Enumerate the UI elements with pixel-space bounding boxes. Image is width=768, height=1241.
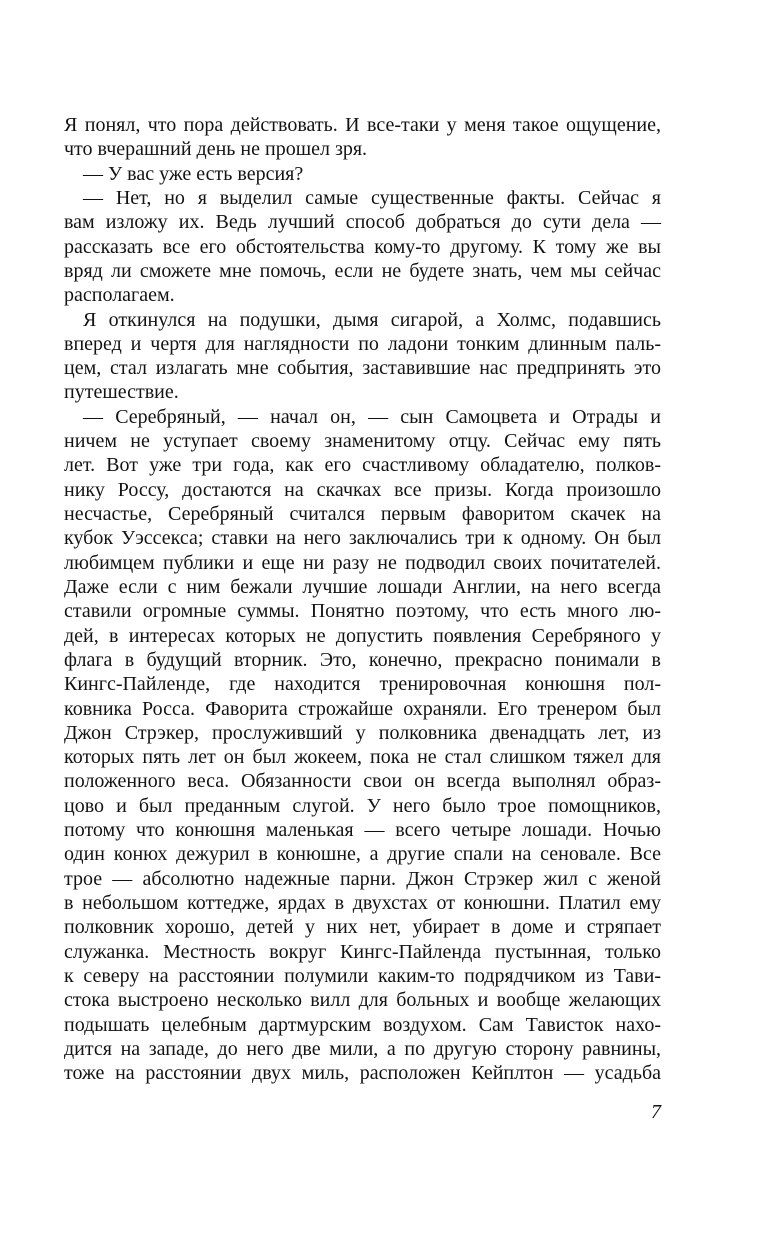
text-line: путешествие. [64,381,179,404]
text-line: полковник хорошо, детей у них нет, убирает в доме и стряпает [64,916,661,939]
text-line: лет. Вот уже три года, как его счастливому обладателю, полков- [64,454,661,477]
text-line: Кингс-Пайленде, где находится тренировочная конюшня пол- [64,673,661,696]
paragraph [64,113,661,162]
text-line: дей, в интересах которых не допустить появления Серебряного у [64,624,661,647]
text-line: служанка. Местность вокруг Кингс-Пайленда пустынная, только [64,940,661,963]
text-line: вперед и чертя для наглядности по ладони тонким длинным паль- [64,332,661,355]
text-line: кубок Уэссекса; ставки на него заключались три к одному. Он был [64,527,661,550]
text-line: нику Россу, достаются на скачках все призы. Когда произошло [64,478,661,501]
text-line: несчастье, Серебряный считался первым фаворитом скачек на [64,503,661,525]
text-line: располагаем. [64,284,175,307]
text-line: в небольшом коттедже, ярдах в двухстах от конюшни. Платил ему [64,892,661,914]
text-line: любимцем публики и еще ни разу не подводил своих почитателей. [64,551,661,574]
text-line: тоже на расстоянии двух миль, расположен Кейплтон — усадьба [64,1062,661,1085]
text-line: Джон Стрэкер, прослуживший у полковника двенадцать лет, из [64,721,661,744]
text-line: один конюх дежурил в конюшне, а другие спали на сеновале. Все [64,843,661,866]
text-line: цово и был преданным слугой. У него было трое помощников, [64,794,661,817]
text-line: которых пять лет он был жокеем, пока не стал слишком тяжел для [64,746,661,769]
text-line: флага в будущий вторник. Это, конечно, прекрасно понимали в [64,648,661,671]
text-line: что вчерашний день не прошел зря. [64,138,368,161]
text-line: Я понял, что пора действовать. И все-таки у меня такое ощущение, [64,114,661,136]
text-line: — Нет, но я выделил самые существенные факты. Сейчас я [83,186,661,209]
text-line: цем, стал излагать мне события, заставившие нас предпринять это [64,357,661,380]
text-line: трое — абсолютно надежные парни. Джон Стрэкер жил с женой [64,867,661,890]
paragraph [64,308,661,405]
text-line: ковника Росса. Фаворита строжайше охраняли. Его тренером был [64,697,661,720]
text-line: ничем не уступает своему знаменитому отцу. Сейчас ему пять [64,430,661,453]
page-text-block [64,113,661,1086]
text-line: рассказать все его обстоятельства кому-то другому. К тому же вы [64,235,661,258]
text-line: к северу на расстоянии полумили каким-то подрядчиком из Тави- [64,964,661,987]
text-line: вряд ли сможете мне помочь, если не будете знать, чем мы сейчас [64,259,661,282]
text-line: вам изложу их. Ведь лучший способ добраться до сути дела — [64,211,661,234]
text-line: — Серебряный, — начал он, — сын Самоцвета и Отрады и [83,405,661,428]
text-line: Я откинулся на подушки, дымя сигарой, а Холмс, подавшись [83,308,661,331]
text-line: ставили огромные суммы. Понятно поэтому, что есть много лю- [64,600,661,623]
text-line: положенного веса. Обязанности свои он всегда выполнял образ- [64,770,661,793]
text-line: потому что конюшня маленькая — всего четыре лошади. Ночью [64,819,661,842]
text-line: дится на западе, до него две мили, а по другую сторону равнины, [64,1037,661,1060]
page-number: 7 [651,1101,661,1123]
paragraph [64,405,661,1086]
paragraph [64,162,661,186]
paragraph [64,186,661,308]
text-line: подышать целебным дартмурским воздухом. Сам Тависток нахо- [64,1013,661,1036]
text-line: Даже если с ним бежали лучшие лошади Англии, на него всегда [64,575,661,598]
text-line: — У вас уже есть версия? [83,162,304,185]
text-line: стока выстроено несколько вилл для больных и вообще желающих [64,989,661,1012]
